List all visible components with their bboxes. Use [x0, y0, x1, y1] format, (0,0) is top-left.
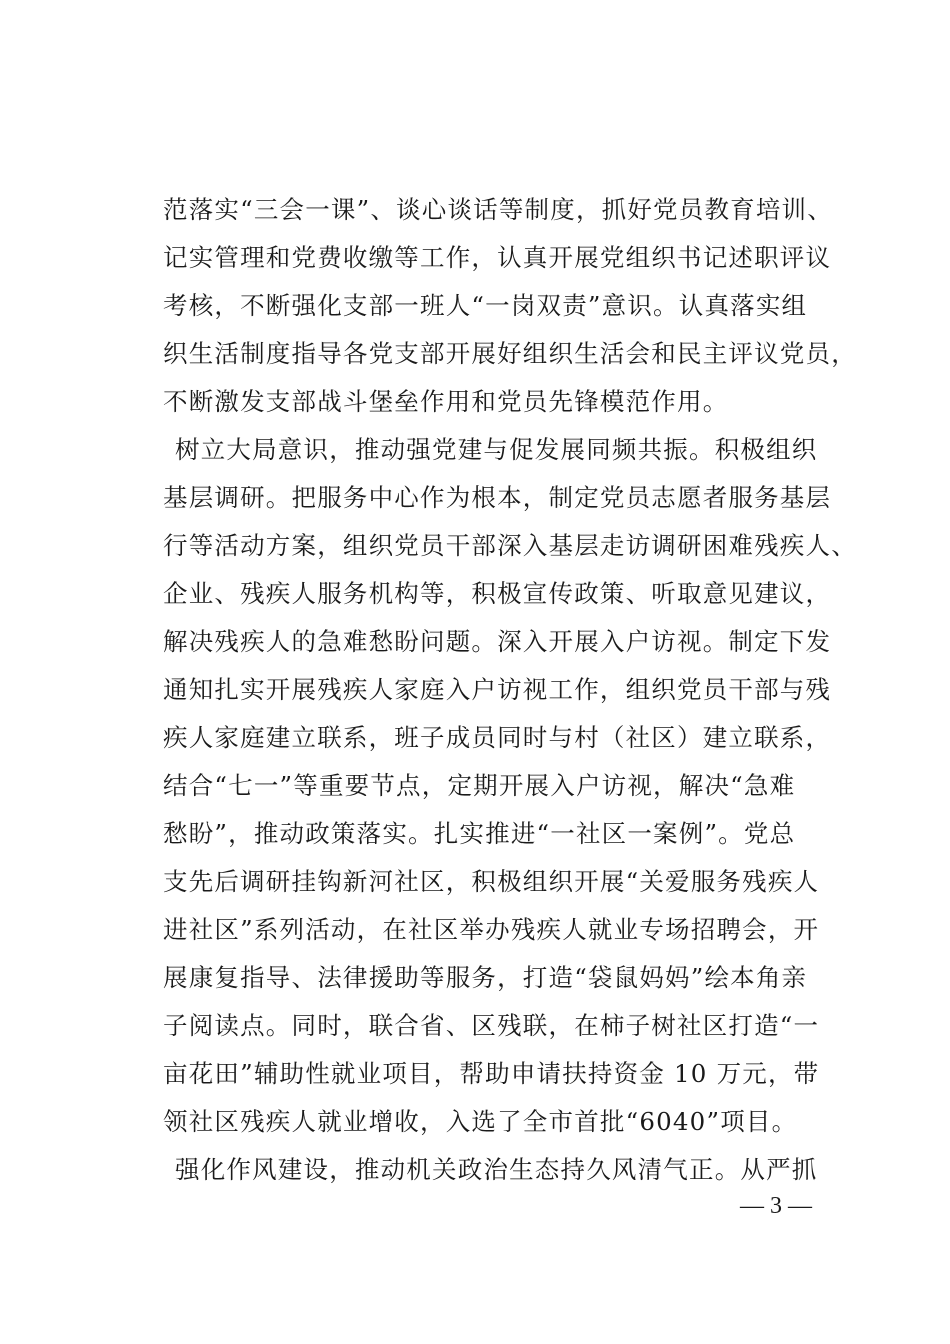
paragraph-heading-1: 树立大局意识，推动强党建与促发展同频共振。积极组织 [175, 435, 818, 464]
text-line-15: 支先后调研挂钩新河社区，积极组织开展“关爱服务残疾人 [163, 867, 820, 896]
text-line-2: 记实管理和党费收缴等工作，认真开展党组织书记述职评议 [163, 243, 832, 272]
body-text [163, 186, 863, 1194]
text-line-8: 行等活动方案，组织党员干部深入基层走访调研困难残疾人、 [163, 531, 857, 560]
page-number: — 3 — [740, 1193, 812, 1219]
text-line-9: 企业、残疾人服务机构等，积极宣传政策、听取意见建议， [163, 579, 832, 608]
text-line-17: 展康复指导、法律援助等服务，打造“袋鼠妈妈”绘本角亲 [163, 963, 808, 992]
text-line-12: 疾人家庭建立联系，班子成员同时与村（社区）建立联系， [163, 723, 832, 752]
text-line-16: 进社区”系列活动，在社区举办残疾人就业专场招聘会，开 [163, 915, 820, 944]
text-line-13: 结合“七一”等重要节点，定期开展入户访视，解决“急难 [163, 771, 796, 800]
text-line-10: 解决残疾人的急难愁盼问题。深入开展入户访视。制定下发 [163, 627, 832, 656]
text-line-4: 织生活制度指导各党支部开展好组织生活会和民主评议党员， [163, 339, 857, 368]
text-line-11: 通知扎实开展残疾人家庭入户访视工作，组织党员干部与残 [163, 675, 832, 704]
text-line-19: 亩花田”辅助性就业项目，帮助申请扶持资金 10 万元，带 [163, 1059, 820, 1088]
text-line-18: 子阅读点。同时，联合省、区残联，在柿子树社区打造“一 [163, 1011, 820, 1040]
text-line-20: 领社区残疾人就业增收，入选了全市首批“6040”项目。 [163, 1107, 798, 1136]
text-line-1: 范落实“三会一课”、谈心谈话等制度，抓好党员教育培训、 [163, 195, 833, 224]
text-line-14: 愁盼”，推动政策落实。扎实推进“一社区一案例”。党总 [163, 819, 796, 848]
text-line-3: 考核，不断强化支部一班人“一岗双责”意识。认真落实组 [163, 291, 808, 320]
text-line-5: 不断激发支部战斗堡垒作用和党员先锋模范作用。 [163, 387, 729, 416]
text-line-7: 基层调研。把服务中心作为根本，制定党员志愿者服务基层 [163, 483, 832, 512]
paragraph-heading-2: 强化作风建设，推动机关政治生态持久风清气正。从严抓 [175, 1155, 818, 1184]
